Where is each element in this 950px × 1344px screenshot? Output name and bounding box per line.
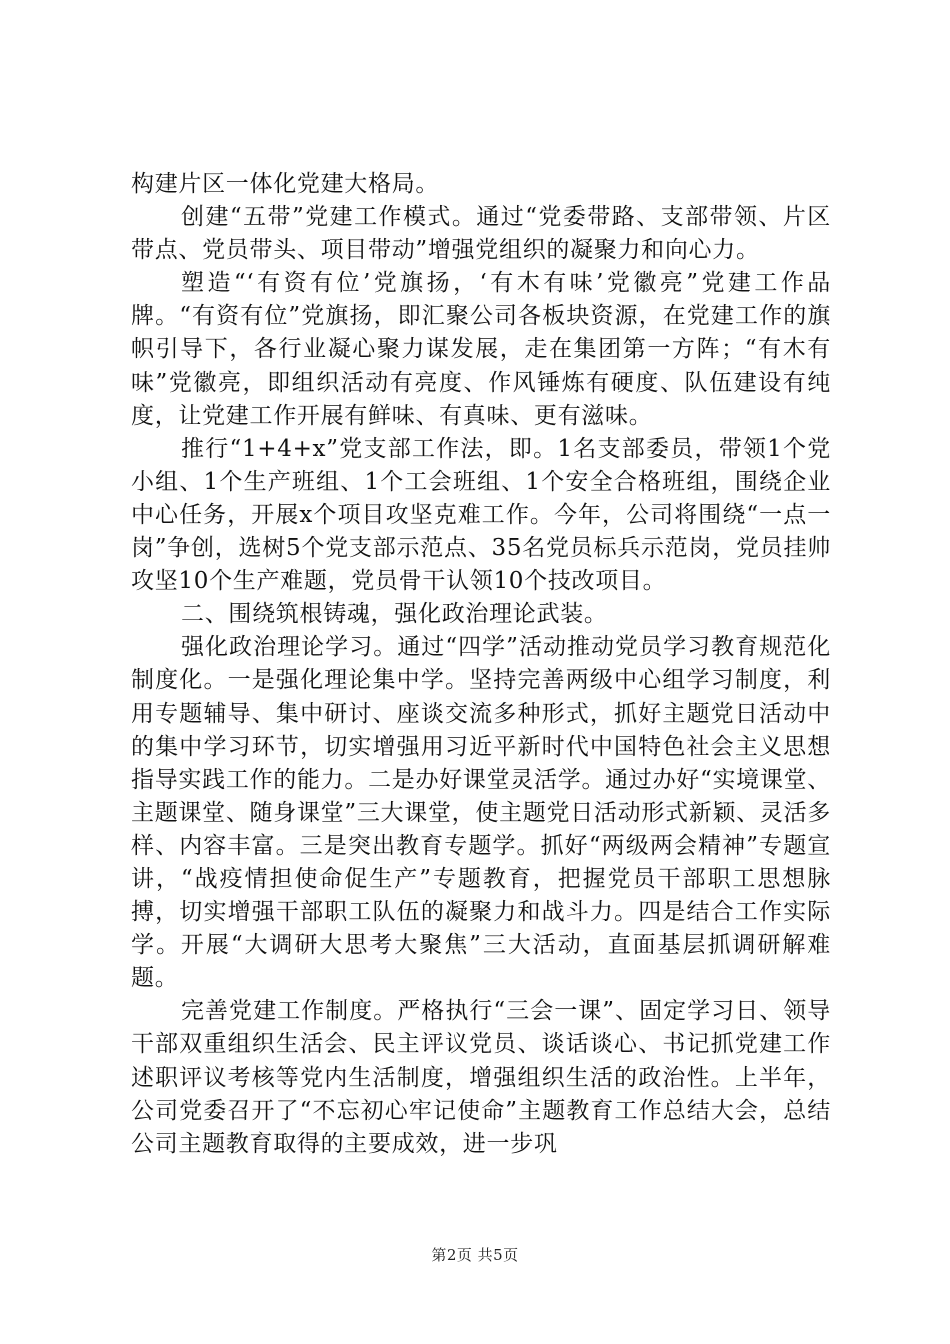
paragraph-2: 创建“五带”党建工作模式。通过“党委带路、支部带领、片区带点、党员带头、项目带动”增强党组织的凝聚力和向心力。 — [131, 204, 831, 264]
paragraph-4: 推行“1+4+x”党支部工作法，即。1名支部委员，带领1个党小组、1个生产班组、1个工会班组、1个安全合格班组，围绕企业中心任务，开展x个项目攻坚克难工作。今年，公司将围绕“一点一岗”争创，选树5个党支部示范点、35名党员标兵示范岗，党员挂帅攻坚10个生产难题，党员骨干认领10个技改项目。 — [131, 435, 831, 595]
page-number-label: 第2页 共5页 — [431, 1246, 519, 1264]
document-body — [131, 168, 831, 1161]
section-heading-2: 二、围绕筑根铸魂，强化政治理论武装。 — [181, 601, 608, 628]
paragraph-6: 强化政治理论学习。通过“四学”活动推动党员学习教育规范化制度化。一是强化理论集中学。坚持完善两级中心组学习制度，利用专题辅导、集中研讨、座谈交流多种形式，抓好主题党日活动中的集中学习环节，切实增强用习近平新时代中国特色社会主义思想指导实践工作的能力。二是办好课堂灵活学。通过办好“实境课堂、主题课堂、随身课堂”三大课堂，使主题党日活动形式新颖、灵活多样、内容丰富。三是突出教育专题学。抓好“两级两会精神”专题宣讲，“战疫情担使命促生产”专题教育，把握党员干部职工思想脉搏，切实增强干部职工队伍的凝聚力和战斗力。四是结合工作实际学。开展“大调研大思考大聚焦”三大活动，直面基层抓调研解难题。 — [131, 634, 831, 992]
paragraph-7: 完善党建工作制度。严格执行“三会一课”、固定学习日、领导干部双重组织生活会、民主评议党员、谈话谈心、书记抓党建工作述职评议考核等党内生活制度，增强组织生活的政治性。上半年，公司党委召开了“不忘初心牢记使命”主题教育工作总结大会，总结公司主题教育取得的主要成效，进一步巩 — [131, 998, 831, 1157]
paragraph-3: 塑造“‘有资有位’党旗扬，‘有木有味’党徽亮”党建工作品牌。“有资有位”党旗扬，即汇聚公司各板块资源，在党建工作的旗帜引导下，各行业凝心聚力谋发展，走在集团第一方阵；“有木有味”党徽亮，即组织活动有亮度、作风锤炼有硬度、队伍建设有纯度，让党建工作开展有鲜味、有真味、更有滋味。 — [131, 270, 831, 429]
paragraph-1: 构建片区一体化党建大格局。 — [131, 171, 440, 197]
page-footer — [0, 1244, 950, 1265]
